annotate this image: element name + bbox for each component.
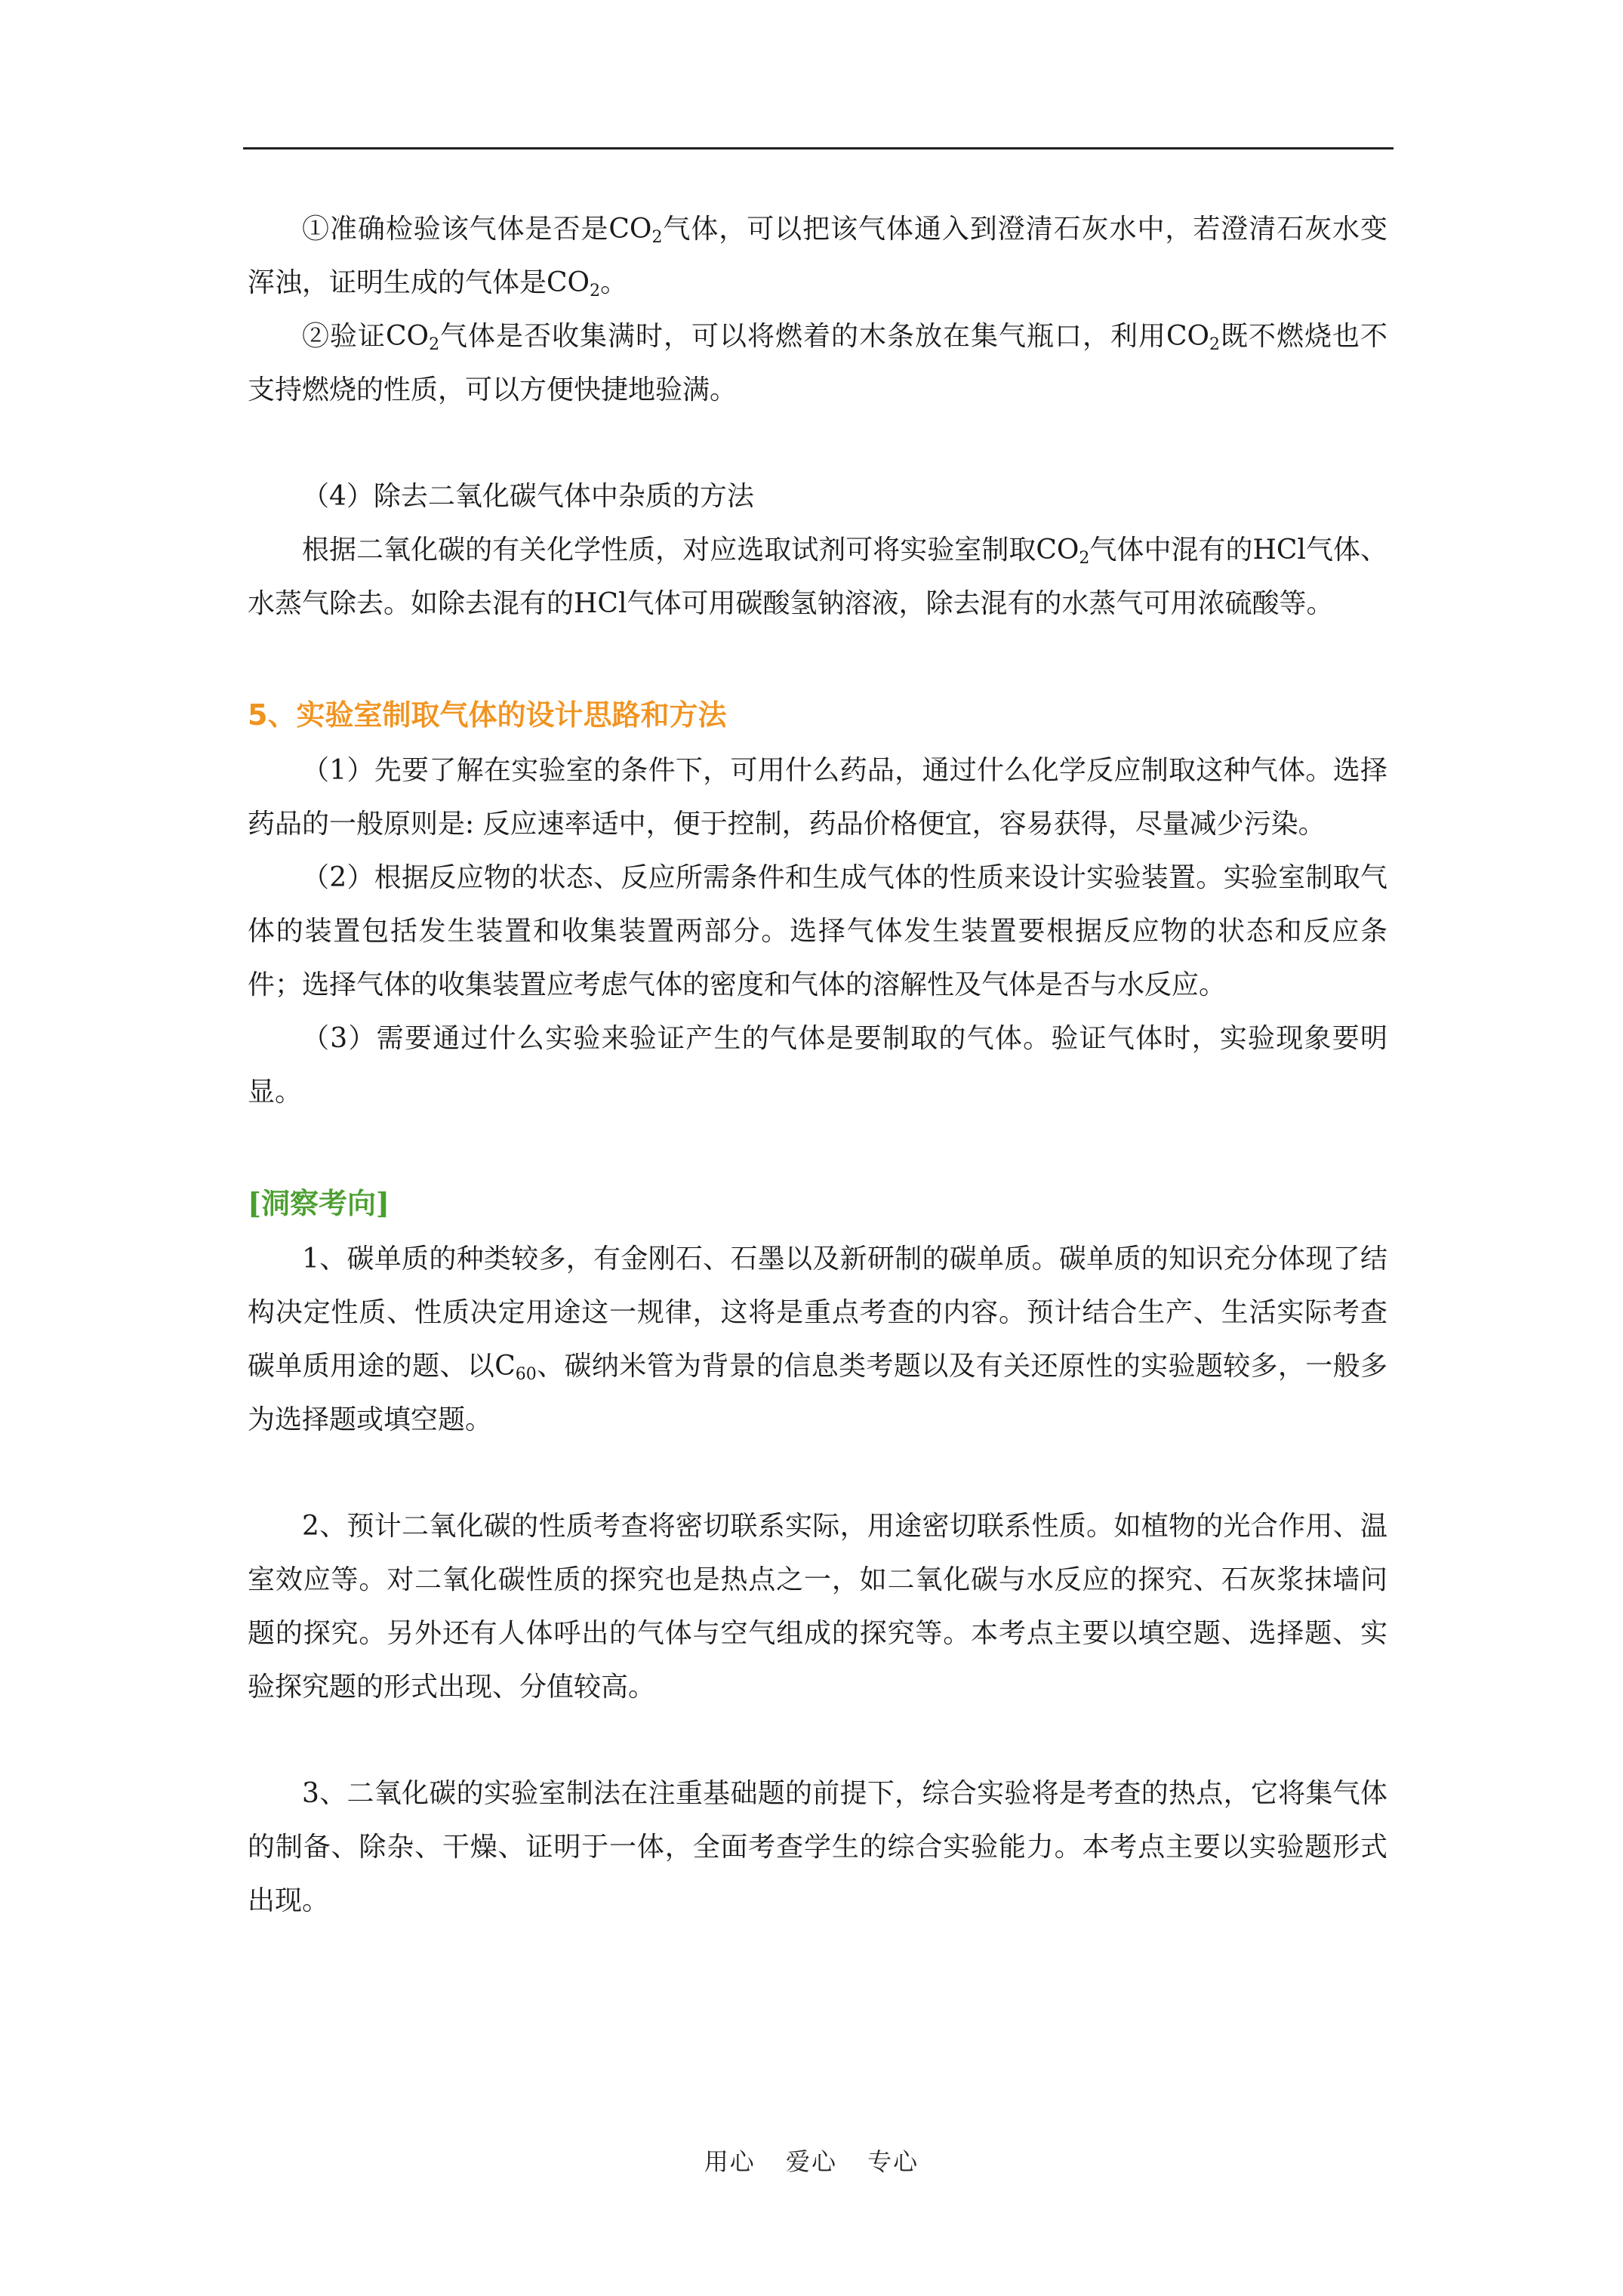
text-run: 、碳纳米管为背景的信息类考题以及有关还原性的实验题较多，一般多为选择题或填空题。 [248, 1351, 1387, 1435]
subscript: 2 [590, 282, 601, 300]
text-run: 气体，可以把该气体通入到澄清石灰水中，若澄清石灰水变浑浊，证明生成的气体是CO [248, 214, 1387, 298]
insight-paragraph-1 [248, 1232, 1387, 1447]
paragraph-co2-full-check [248, 310, 1387, 417]
subscript: 60 [515, 1365, 537, 1384]
footer-word-2: 爱心 [785, 2147, 837, 2176]
section-5-title: 5、实验室制取气体的设计思路和方法 [248, 698, 727, 732]
section-5-item-2: （2）根据反应物的状态、反应所需条件和生成气体的性质来设计实验装置。实验室制取气体的装置包括发生装置和收集装置两部分。选择气体发生装置要根据反应物的状态和反应条件；选择气体的收集装置应考虑气体的密度和气体的溶解性及气体是否与水反应。 [248, 862, 1387, 1000]
text-run: 气体是否收集满时，可以将燃着的木条放在集气瓶口，利用CO [439, 321, 1210, 352]
subscript: 2 [1079, 549, 1090, 568]
text-run: 根据二氧化碳的有关化学性质，对应选取试剂可将实验室制取CO [302, 535, 1079, 566]
document-body [248, 202, 1387, 1928]
insight-paragraph-2: 2、预计二氧化碳的性质考查将密切联系实际，用途密切联系性质。如植物的光合作用、温室效应等。对二氧化碳性质的探究也是热点之一，如二氧化碳与水反应的探究、石灰浆抹墙问题的探究。另外还有人体呼出的气体与空气组成的探究等。本考点主要以填空题、选择题、实验探究题的形式出现、分值较高。 [248, 1511, 1387, 1703]
paragraph-impurity-removal [248, 523, 1387, 630]
section-5-item-1: （1）先要了解在实验室的条件下，可用什么药品，通过什么化学反应制取这种气体。选择药品的一般原则是: 反应速率适中，便于控制，药品价格便宜，容易获得，尽量减少污染。 [248, 755, 1387, 840]
text-run: 。 [600, 267, 628, 298]
text-run: 气体中混有的HCl气体、水蒸气除去。如除去混有的HCl气体可用碳酸氢钠溶液，除去混有的水蒸气可用浓硫酸等。 [248, 535, 1387, 619]
subscript: 2 [429, 335, 440, 354]
subscript: 2 [1209, 335, 1221, 354]
text-run: ①准确检验该气体是否是CO [302, 214, 652, 245]
footer-word-3: 专心 [867, 2147, 919, 2176]
paragraph-co2-test [248, 202, 1387, 310]
impurity-heading: （4）除去二氧化碳气体中杂质的方法 [302, 481, 754, 512]
text-run: ②验证CO [302, 321, 430, 352]
section-5-item-3: （3）需要通过什么实验来验证产生的气体是要制取的气体。验证气体时，实验现象要明显。 [248, 1023, 1387, 1108]
footer-word-1: 用心 [704, 2147, 756, 2176]
header-rule [243, 147, 1394, 149]
insight-paragraph-3: 3、二氧化碳的实验室制法在注重基础题的前提下，综合实验将是考查的热点，它将集气体的制备、除杂、干燥、证明于一体，全面考查学生的综合实验能力。本考点主要以实验题形式出现。 [248, 1778, 1387, 1916]
page-footer [0, 2143, 1623, 2177]
text-run: 既不燃烧也不支持燃烧的性质，可以方便快捷地验满。 [248, 321, 1388, 405]
subscript: 2 [651, 228, 663, 247]
text-run: 1、碳单质的种类较多，有金刚石、石墨以及新研制的碳单质。碳单质的知识充分体现了结构决定性质、性质决定用途这一规律，这将是重点考查的内容。预计结合生产、生活实际考查碳单质用途的题、以C [248, 1244, 1387, 1382]
insight-heading: [洞察考向] [248, 1186, 390, 1220]
